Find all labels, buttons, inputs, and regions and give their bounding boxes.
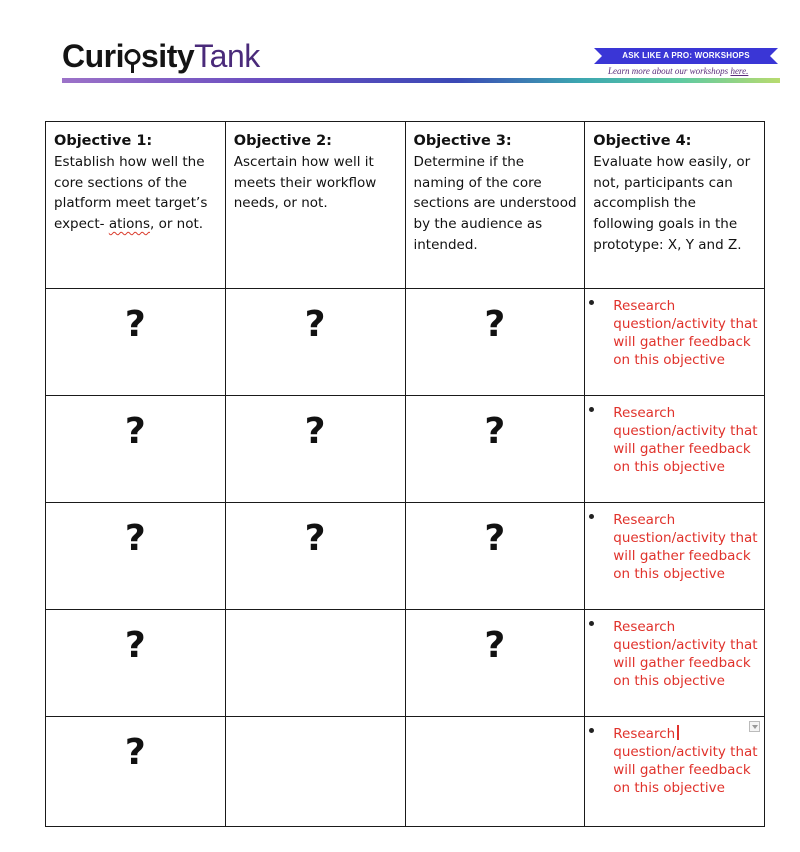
objectives-table xyxy=(45,121,765,827)
table-cell[interactable] xyxy=(225,717,405,827)
bullet-icon xyxy=(589,728,594,733)
bullet-icon xyxy=(589,514,594,519)
objective-2-description: Ascertain how well it meets their workflow needs, or not. xyxy=(233,153,377,212)
question-mark: ? xyxy=(484,518,506,559)
question-mark: ? xyxy=(124,518,146,559)
research-cell[interactable] xyxy=(585,610,765,717)
research-text: Research question/activity that will gather feedback on this objective xyxy=(613,619,758,689)
table-cell[interactable] xyxy=(46,503,226,610)
objective-1-title: Objective 1: xyxy=(54,133,153,149)
table-cell[interactable] xyxy=(225,503,405,610)
table-row xyxy=(46,717,765,827)
table-header-row xyxy=(46,122,765,289)
objective-4-title: Objective 4: xyxy=(593,133,692,149)
table-cell[interactable] xyxy=(225,610,405,717)
table-cell[interactable] xyxy=(46,610,226,717)
learn-more-line xyxy=(608,66,788,76)
logo-pin-icon xyxy=(124,42,141,72)
question-mark: ? xyxy=(304,304,326,345)
research-cell-active[interactable] xyxy=(585,717,765,827)
table-row xyxy=(46,610,765,717)
research-text: Research question/activity that will gather feedback on this objective xyxy=(613,298,758,368)
comment-dropdown-icon[interactable] xyxy=(749,721,760,732)
research-cell[interactable] xyxy=(585,503,765,610)
question-mark xyxy=(226,610,405,626)
table-cell[interactable] xyxy=(46,396,226,503)
header-gradient-divider xyxy=(62,78,780,83)
objective-4-description: Evaluate how easily, or not, participants can accomplish the following goals in the prototype: X, Y and Z. xyxy=(593,153,751,253)
research-text: Research question/activity that will gather feedback on this objective xyxy=(613,726,758,796)
learn-more-link[interactable]: here. xyxy=(730,66,749,76)
table-cell[interactable] xyxy=(405,717,585,827)
bullet-icon xyxy=(589,300,594,305)
workshops-ribbon-banner[interactable] xyxy=(594,48,778,64)
table-cell[interactable] xyxy=(405,503,585,610)
table-cell[interactable] xyxy=(225,289,405,396)
spellcheck-word[interactable]: ations xyxy=(108,216,150,233)
question-mark xyxy=(226,717,405,733)
objective-1-description: Establish how well the core sections of the platform meet target’s expect- ations, or not. xyxy=(54,153,208,233)
question-mark: ? xyxy=(124,411,146,452)
question-mark xyxy=(406,717,585,733)
table-row xyxy=(46,396,765,503)
table-row xyxy=(46,503,765,610)
objective-3-title: Objective 3: xyxy=(413,133,512,149)
bullet-icon xyxy=(589,407,594,412)
objective-4-cell[interactable] xyxy=(585,122,765,289)
table-cell[interactable] xyxy=(405,396,585,503)
table-cell[interactable] xyxy=(46,717,226,827)
question-mark: ? xyxy=(124,625,146,666)
table-row xyxy=(46,289,765,396)
question-mark: ? xyxy=(304,518,326,559)
question-mark: ? xyxy=(124,304,146,345)
ribbon-label: ASK LIKE A PRO: WORKSHOPS xyxy=(622,51,750,60)
logo-text-tank: Tank xyxy=(194,38,260,74)
research-text: Research question/activity that will gather feedback on this objective xyxy=(613,405,758,475)
learn-more-text: Learn more about our workshops xyxy=(608,66,731,76)
objective-3-cell[interactable] xyxy=(405,122,585,289)
question-mark: ? xyxy=(484,411,506,452)
curiosity-tank-logo xyxy=(62,32,260,72)
research-cell[interactable] xyxy=(585,396,765,503)
question-mark: ? xyxy=(304,411,326,452)
research-cell[interactable] xyxy=(585,289,765,396)
logo-text-curi: Curi xyxy=(62,38,124,74)
objective-1-cell[interactable] xyxy=(46,122,226,289)
text-cursor xyxy=(677,725,679,740)
table-cell[interactable] xyxy=(46,289,226,396)
question-mark: ? xyxy=(484,304,506,345)
objective-2-cell[interactable] xyxy=(225,122,405,289)
objective-2-title: Objective 2: xyxy=(233,133,332,149)
table-cell[interactable] xyxy=(405,289,585,396)
bullet-icon xyxy=(589,621,594,626)
question-mark: ? xyxy=(124,732,146,773)
logo-text-sity: sity xyxy=(141,38,195,74)
table-cell[interactable] xyxy=(405,610,585,717)
objective-3-description: Determine if the naming of the core sections are understood by the audience as intended. xyxy=(413,153,577,253)
table-cell[interactable] xyxy=(225,396,405,503)
research-text: Research question/activity that will gather feedback on this objective xyxy=(613,512,758,582)
question-mark: ? xyxy=(484,625,506,666)
